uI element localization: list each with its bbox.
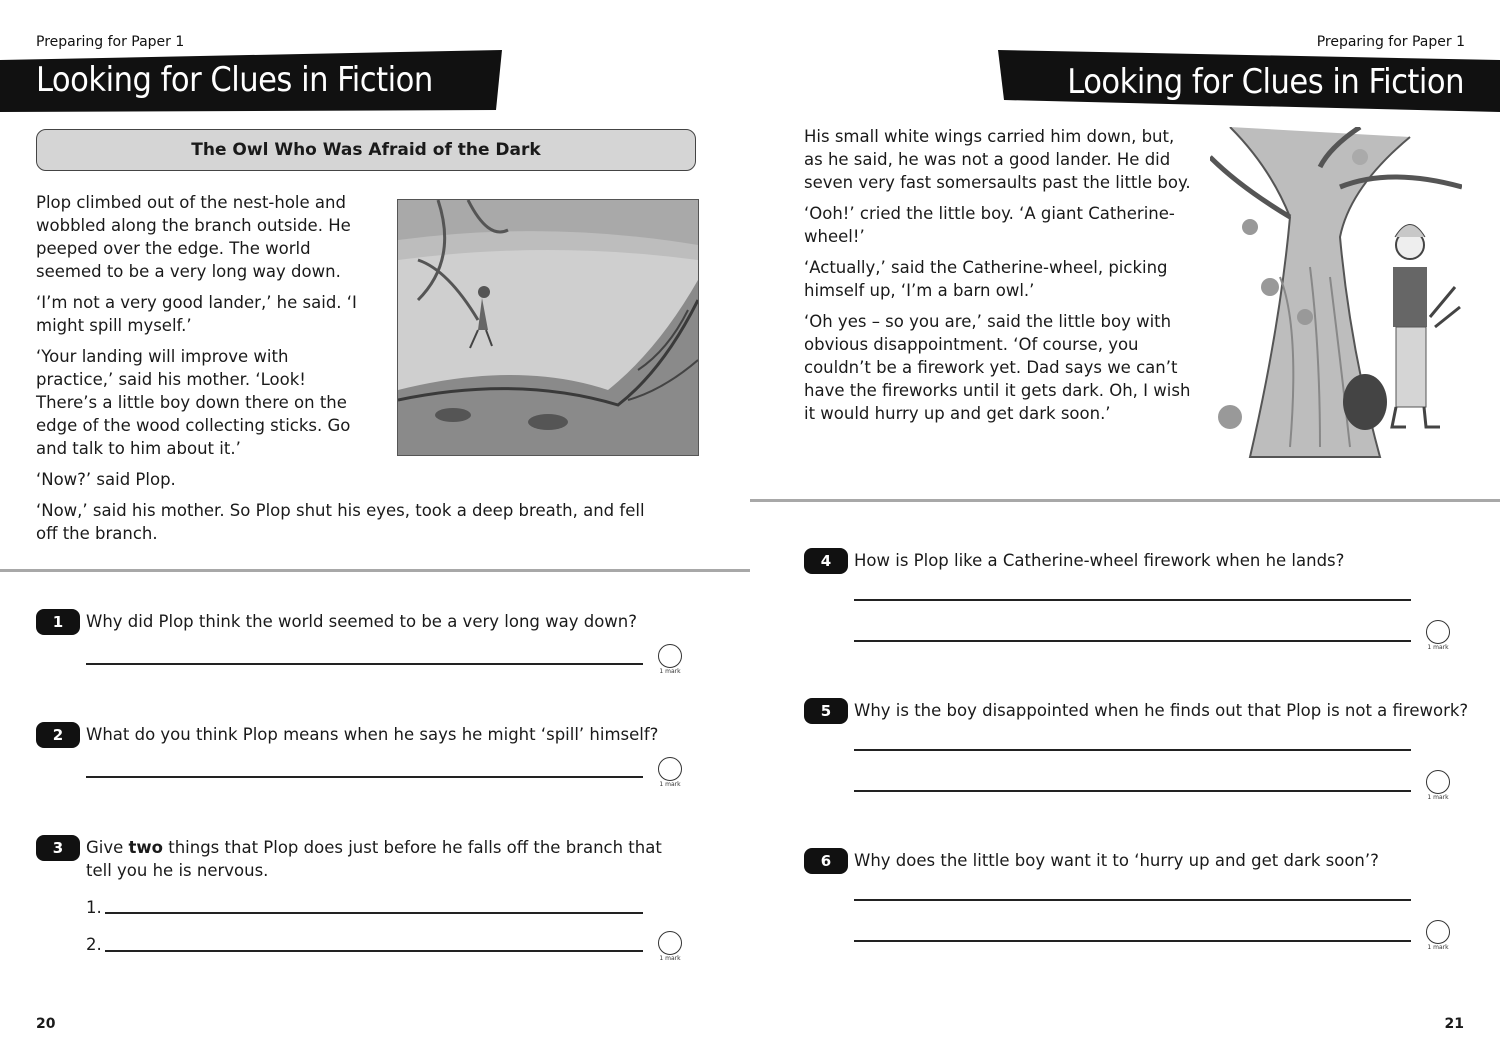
mark-circle-2[interactable] bbox=[658, 757, 682, 781]
question-text-3-start: Give bbox=[86, 838, 129, 857]
page-number-left: 20 bbox=[36, 1016, 56, 1032]
paragraph: ‘Oh yes – so you are,’ said the little boy with obvious disappointment. ‘Of course, you couldn’t be a firework yet. Dad says we can’t have the fireworks until it gets dark. Oh, I wish it would hurry up and get dark soon.’ bbox=[804, 312, 1191, 423]
section-divider-left bbox=[0, 569, 750, 572]
mark-circle-6[interactable] bbox=[1426, 920, 1450, 944]
question-number-1: 1 bbox=[36, 609, 80, 635]
banner-title-right: Looking for Clues in Fiction bbox=[1067, 62, 1464, 102]
banner-left bbox=[0, 50, 502, 112]
paragraph: ‘Now?’ said Plop. bbox=[36, 470, 176, 489]
question-text-3-end: things that Plop does just before he falls off the branch that tell you he is nervous. bbox=[86, 838, 662, 880]
paragraph: ‘Now,’ said his mother. So Plop shut his eyes, took a deep breath, and fell off the branch. bbox=[36, 501, 645, 543]
question-number-4: 4 bbox=[804, 548, 848, 574]
answer-line-6-2[interactable] bbox=[854, 940, 1411, 942]
mark-label-6: 1 mark bbox=[1427, 944, 1449, 951]
question-text-4: How is Plop like a Catherine-wheel firework when he lands? bbox=[854, 551, 1345, 570]
mark-circle-5[interactable] bbox=[1426, 770, 1450, 794]
mark-circle-1[interactable] bbox=[658, 644, 682, 668]
question-number-6: 6 bbox=[804, 848, 848, 874]
mark-circle-4[interactable] bbox=[1426, 620, 1450, 644]
illustration-owl-branch bbox=[397, 199, 699, 456]
banner-title-left: Looking for Clues in Fiction bbox=[36, 60, 433, 100]
answer-line-5-1[interactable] bbox=[854, 749, 1411, 751]
mark-circle-3[interactable] bbox=[658, 931, 682, 955]
answer-line-2[interactable] bbox=[86, 776, 643, 778]
paragraph: ‘Your landing will improve with practice,’ said his mother. ‘Look! There’s a little boy down there on the edge of the wood collecting sticks. Go and talk to him about it.’ bbox=[36, 347, 351, 458]
paragraph: ‘I’m not a very good lander,’ he said. ‘I might spill myself.’ bbox=[36, 293, 357, 335]
banner-right bbox=[998, 50, 1500, 112]
question-text-6: Why does the little boy want it to ‘hurry up and get dark soon’? bbox=[854, 851, 1379, 870]
illustration-owl-branch-art bbox=[398, 200, 698, 455]
running-head-left: Preparing for Paper 1 bbox=[36, 34, 185, 50]
answer-line-4-2[interactable] bbox=[854, 640, 1411, 642]
answer-label-3-2: 2. bbox=[86, 935, 102, 954]
mark-label-2: 1 mark bbox=[659, 781, 681, 788]
page-number-right: 21 bbox=[1444, 1016, 1464, 1032]
mark-label-1: 1 mark bbox=[659, 668, 681, 675]
story-text-left bbox=[36, 191, 366, 499]
question-text-1: Why did Plop think the world seemed to be a very long way down? bbox=[86, 612, 638, 631]
story-text-left-bottom bbox=[36, 499, 656, 553]
paragraph: Plop climbed out of the nest-hole and wobbled along the branch outside. He peeped over the edge. The world seemed to be a very long way down. bbox=[36, 193, 351, 281]
answer-line-1[interactable] bbox=[86, 663, 643, 665]
section-divider-right bbox=[750, 499, 1500, 502]
mark-label-3: 1 mark bbox=[659, 955, 681, 962]
answer-line-5-2[interactable] bbox=[854, 790, 1411, 792]
question-text-3-bold: two bbox=[128, 838, 163, 857]
question-text-5: Why is the boy disappointed when he finds out that Plop is not a firework? bbox=[854, 701, 1469, 720]
paragraph: ‘Actually,’ said the Catherine-wheel, picking himself up, ‘I’m a barn owl.’ bbox=[804, 258, 1168, 300]
answer-line-6-1[interactable] bbox=[854, 899, 1411, 901]
question-number-2: 2 bbox=[36, 722, 80, 748]
answer-line-3-1[interactable] bbox=[105, 912, 643, 914]
question-text-3 bbox=[86, 836, 676, 882]
paragraph: His small white wings carried him down, but, as he said, he was not a good lander. He did seven very fast somersaults past the little boy. bbox=[804, 127, 1191, 192]
story-title: The Owl Who Was Afraid of the Dark bbox=[36, 129, 696, 171]
answer-label-3-1: 1. bbox=[86, 898, 102, 917]
story-text-right bbox=[804, 125, 1194, 433]
mark-label-4: 1 mark bbox=[1427, 644, 1449, 651]
answer-line-3-2[interactable] bbox=[105, 950, 643, 952]
question-text-2: What do you think Plop means when he says he might ‘spill’ himself? bbox=[86, 725, 659, 744]
question-number-3: 3 bbox=[36, 835, 80, 861]
mark-label-5: 1 mark bbox=[1427, 794, 1449, 801]
paragraph: ‘Ooh!’ cried the little boy. ‘A giant Catherine-wheel!’ bbox=[804, 204, 1175, 246]
question-number-5: 5 bbox=[804, 698, 848, 724]
illustration-boy-tree bbox=[1210, 127, 1462, 465]
running-head-right: Preparing for Paper 1 bbox=[1316, 34, 1465, 50]
answer-line-4-1[interactable] bbox=[854, 599, 1411, 601]
illustration-boy-tree-art bbox=[1210, 127, 1462, 465]
